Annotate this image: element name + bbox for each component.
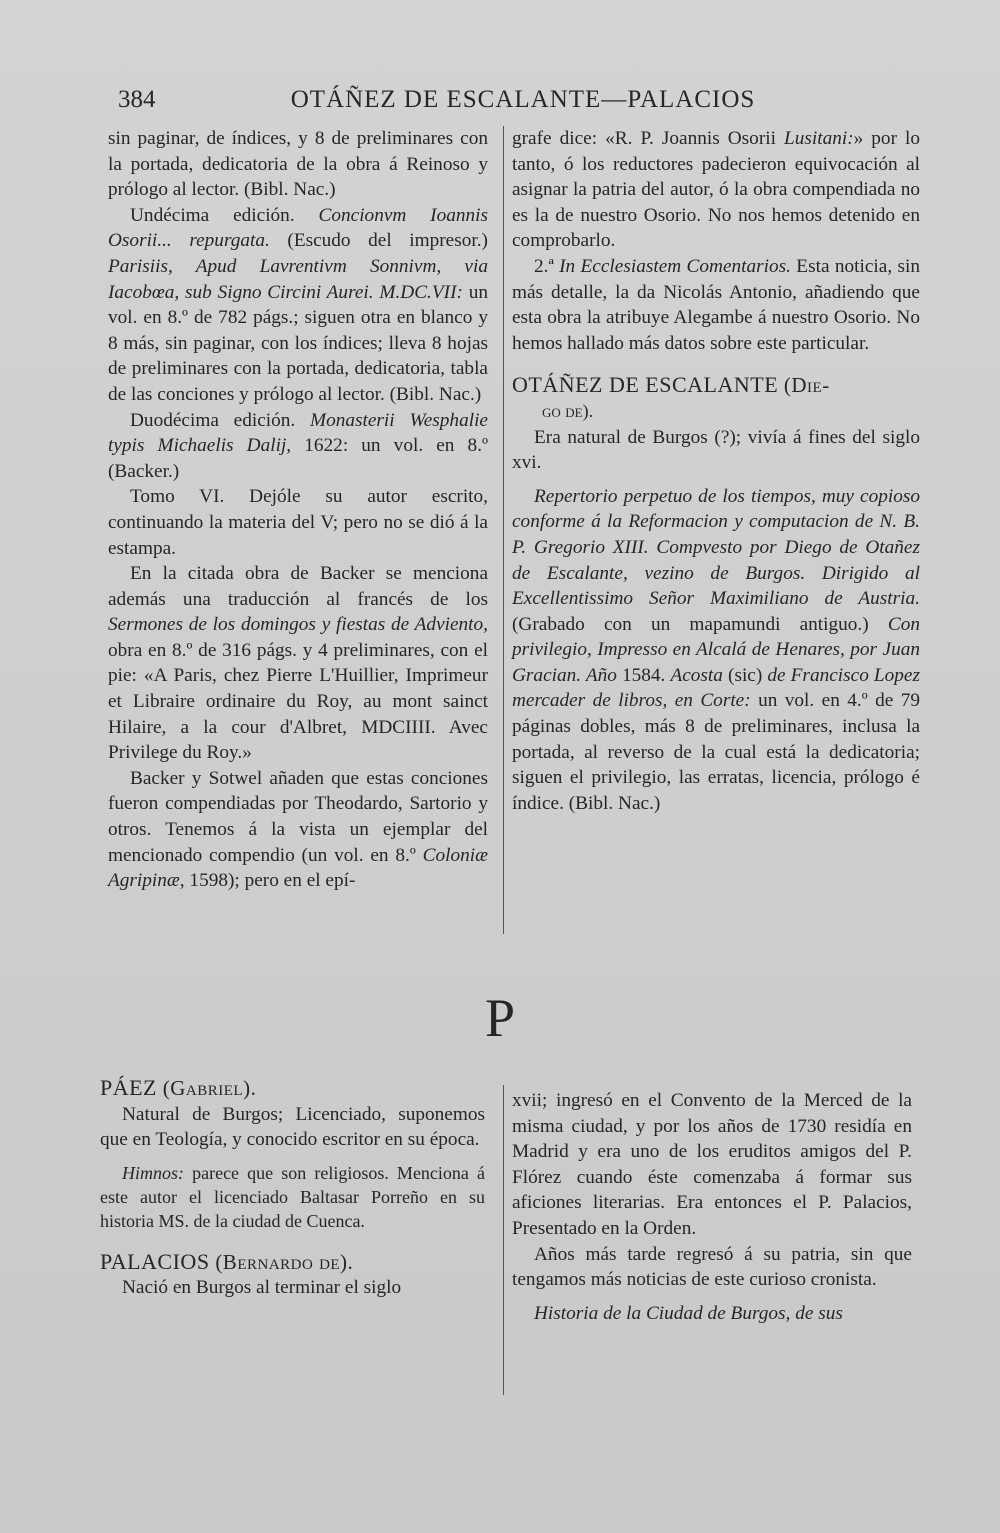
spacer	[512, 356, 920, 372]
italic-imprint: Con privilegio, Impresso en Alcalá de Henares, por Juan Gracian. Año	[512, 613, 920, 686]
italic-imprint: Monasterii Wesphalie typis Michaelis Dalij,	[108, 409, 488, 457]
entry-heading	[100, 1249, 485, 1276]
paragraph	[100, 1161, 485, 1233]
text-run: En la citada obra de Backer se menciona además una traducción al francés de los	[108, 563, 488, 610]
text-run: obra en 8.º de 316 págs. y 4 preliminares, con el pie: «A Paris, chez Pierre L'Huillier, Imprimeur et Libraire ordinaire du Roy, au mont sainct Hilaire, a la cour d'Albret, MDCIIII. Avec Privilege du Roy.»	[108, 639, 488, 764]
entry-given-name: (Bernardo de).	[209, 1249, 354, 1274]
text-run: (Escudo del impresor.)	[269, 230, 488, 252]
paragraph	[512, 254, 920, 356]
top-right-column	[512, 126, 920, 816]
text-run: un vol. en 8.º de 782 págs.; siguen otra en blanco y 8 más, sin paginar, con los índices; lleva 8 hojas de preliminares con la portada, dedicatoria, tabla de las conciones y prólogo al lector. (Bibl. Nac.)	[108, 281, 488, 405]
paragraph: Natural de Burgos; Licenciado, suponemos que en Teología, y conocido escritor en su época.	[100, 1103, 485, 1151]
italic-title: Historia de la Ciudad de Burgos, de sus	[534, 1302, 843, 1324]
text-run: Backer y Sotwel añaden que estas conciones fueron compendiadas por Theodardo, Sartorio y otros. Tenemos á la vista un ejemplar del mencionado compendio (un vol. en 8.º	[108, 767, 488, 866]
italic-title: Himnos:	[122, 1162, 184, 1183]
bibliographic-entry	[512, 484, 920, 817]
text-run: (Grabado con un mapamundi antiguo.)	[512, 613, 888, 635]
italic-imprint: Parisiis, Apud Lavrentivm Sonnivm, via Iacobœa, sub Signo Circini Aurei. M.DC.VII:	[108, 255, 488, 303]
page-number: 384	[118, 86, 156, 113]
paragraph	[108, 408, 488, 485]
running-head	[118, 86, 928, 122]
text-run: » por lo tanto, ó los reductores padecieron equivocación al asignar la patria del autor, ó la obra compendiada no es la de nuestro Osorio. No nos hemos detenido en comprobarlo.	[512, 128, 921, 252]
italic-title: Sermones de los domingos y fiestas de Adviento,	[108, 614, 488, 636]
column-divider-bottom	[503, 1085, 504, 1395]
bottom-right-column	[512, 1088, 912, 1326]
text-run: 1622: un vol. en 8.º (Backer.)	[108, 435, 489, 482]
paragraph: Tomo VI. Dejóle su autor escrito, continuando la materia del V; pero no se dió á la estampa.	[108, 486, 488, 559]
top-left-column	[108, 126, 488, 894]
entry-heading	[100, 1075, 485, 1102]
italic-word: Lusitani:	[783, 128, 854, 149]
italic-title: In Ecclesiastem Comentarios.	[559, 255, 791, 277]
spacer	[100, 1153, 485, 1161]
text-run: Duodécima edición.	[130, 409, 311, 431]
entry-given-name: (Die-	[778, 373, 830, 398]
text-run: 1584.	[616, 664, 671, 686]
paragraph	[512, 126, 920, 254]
italic-word: Acosta	[670, 664, 723, 686]
italic-imprint: Coloniæ Agripinæ,	[108, 844, 488, 892]
text-run: (sic)	[722, 664, 768, 686]
spacer	[100, 1233, 485, 1249]
text-run: grafe dice: «R. P. Joannis Osorii	[512, 128, 784, 149]
section-letter: P	[484, 988, 516, 1048]
entry-surname: PÁEZ	[100, 1075, 157, 1100]
entry-given-name: (Gabriel).	[157, 1076, 257, 1100]
entry-heading-continuation: go de).	[542, 400, 594, 421]
paragraph: Nació en Burgos al terminar el siglo	[122, 1277, 402, 1299]
paragraph: Años más tarde regresó á su patria, sin que tengamos más noticias de este curioso cronista.	[512, 1243, 912, 1291]
text-run: parece que son religiosos. Menciona á este autor el licenciado Baltasar Porreño en su historia MS. de la ciudad de Cuenca.	[100, 1162, 485, 1231]
text-run: 2.ª	[534, 255, 560, 277]
text-run: un vol. en 4.º de 79 páginas dobles, más 8 de preliminares, inclusa la portada, al reverso de la cual está la dedicatoria; siguen el privilegio, las erratas, licencia, prólogo é índice. (Bibl. Nac.)	[512, 690, 921, 814]
italic-imprint: de Francisco Lopez mercader de libros, en Corte:	[512, 664, 920, 712]
bottom-left-column	[100, 1075, 485, 1301]
italic-title: Repertorio perpetuo de los tiempos, muy copioso conforme á la Reformacion y computacion de N. B. P. Gregorio XIII. Compvesto por Diego de Otañez de Escalante, vezino de Burgos. Dirigido al Excellentissimo Señor Maximiliano de Austria.	[512, 485, 920, 610]
paragraph: Era natural de Burgos (?); vivía á fines del siglo xvi.	[512, 426, 920, 474]
paragraph	[108, 203, 488, 408]
text-run: Esta noticia, sin más detalle, la da Nicolás Antonio, añadiendo que esta obra la atribuye Alegambe á nuestro Osorio. No hemos hallado más datos sobre este particular.	[512, 255, 920, 354]
column-divider-top	[503, 126, 504, 934]
spacer	[512, 476, 920, 484]
paragraph	[108, 766, 488, 894]
paragraph: xvii; ingresó en el Convento de la Merced de la misma ciudad, y por los años de 1730 residía en Madrid y era uno de los eruditos amigos del P. Flórez cuando éste comenzaba á formar sus aficiones literarias. Era entonces el P. Palacios, Presentado en la Orden.	[512, 1090, 912, 1239]
entry-heading	[512, 372, 920, 399]
paragraph: sin paginar, de índices, y 8 de preliminares con la portada, dedicatoria de la obra á Reinoso y prólogo al lector. (Bibl. Nac.)	[108, 128, 488, 201]
text-run: 1598); pero en el epí-	[184, 870, 356, 892]
paragraph	[108, 561, 488, 766]
entry-surname: OTÁÑEZ DE ESCALANTE	[512, 372, 779, 398]
spacer	[512, 1293, 912, 1301]
entry-surname: PALACIOS	[100, 1248, 210, 1274]
running-title: OTÁÑEZ DE ESCALANTE—PALACIOS	[290, 86, 756, 113]
italic-title: Concionvm Ioannis Osorii... repurgata.	[108, 204, 489, 252]
text-run: Undécima edición.	[130, 204, 319, 226]
